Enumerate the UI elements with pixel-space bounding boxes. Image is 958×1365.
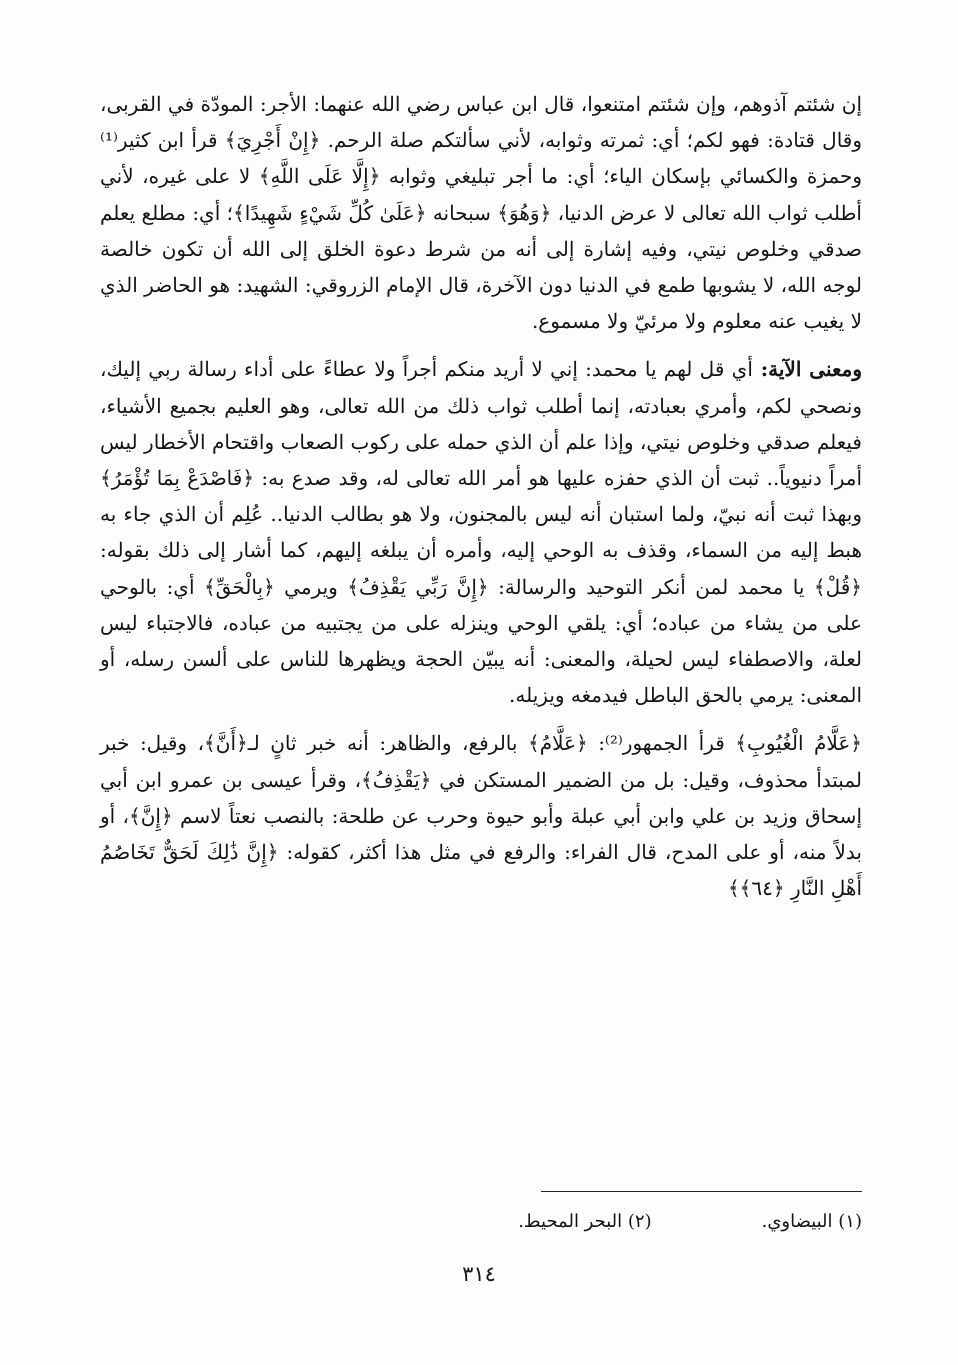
paragraph-2-lead: ومعنى الآية: (752, 357, 862, 382)
paragraph-2 (100, 351, 862, 713)
main-text (100, 86, 862, 906)
footnote-divider (541, 1191, 862, 1192)
paragraph-2-body: أي قل لهم يا محمد: إني لا أريد منكم أجراً ولا عطاءً على أداء رسالة ربي إليك، ونصحي لكم، وأمري بعبادته، إنما أطلب ثواب ذلك من الله تعالى، وهو العليم بجميع الأشياء، فيعلم صدقي وخلوص نيتي، وإذا علم أن الذي حمله على ركوب الصعاب واقتحام الأخطار ليس أمراً دنيوياً.. ثبت أن الذي حفزه عليها هو أمر الله تعالى له، وقد صدع به: ﴿فَاصْدَعْ بِمَا تُؤْمَرُ﴾ وبهذا ثبت أنه نبيّ، ولما استبان أنه ليس بالمجنون، ولا هو بطالب الدنيا.. عُلِم أن الذي جاء به هبط إليه من السماء، وقذف به الوحي إليه، وأمره أن يبلغه إليهم، كما أشار إلى ذلك بقوله: ﴿قُلْ﴾ يا محمد لمن أنكر التوحيد والرسالة: ﴿إِنَّ رَبِّي يَقْذِفُ﴾ ويرمي ﴿بِالْحَقِّ﴾ أي: بالوحي على من يشاء من عباده؛ أي: يلقي الوحي وينزله على من يجتبيه من عباده، فالاجتباء ليس لعلة، والاصطفاء ليس لحيلة، والمعنى: أنه يبيّن الحجة ويظهرها للناس على ألسن رسله، أو المعنى: يرمي بالحق الباطل فيدمغه ويزيله. (100, 357, 863, 708)
footnotes (100, 1207, 862, 1237)
footnote-1: (١) البيضاوي. (761, 1211, 862, 1232)
paragraph-1: إن شئتم آذوهم، وإن شئتم امتنعوا، قال ابن عباس رضي الله عنهما: الأجر: المودّة في القربى، وقال قتادة: فهو لكم؛ أي: ثمرته وثوابه، لأني سألتكم صلة الرحم. ﴿إِنْ أَجْرِيَ﴾ قرأ ابن كثير⁽¹⁾ وحمزة والكسائي بإسكان الياء؛ أي: ما أجر تبليغي وثوابه ﴿إِلَّا عَلَى اللَّهِ﴾ لا على غيره، لأني أطلب ثواب الله تعالى لا عرض الدنيا، ﴿وَهُوَ﴾ سبحانه ﴿عَلَىٰ كُلِّ شَيْءٍ شَهِيدًا﴾؛ أي: مطلع يعلم صدقي وخلوص نيتي، وفيه إشارة إلى أنه من شرط دعوة الخلق إلى الله أن تكون خالصة لوجه الله، لا يشوبها طمع في الدنيا دون الآخرة، قال الإمام الزروقي: الشهيد: هو الحاضر الذي لا يغيب عنه معلوم ولا مرئيّ ولا مسموع. (100, 92, 863, 334)
page-number: ٣١٤ (462, 1262, 496, 1286)
paragraph-3: ﴿عَلَّامُ الْغُيُوبِ﴾ قرأ الجمهور⁽²⁾: ﴿عَلَّامُ﴾ بالرفع، والظاهر: أنه خبر ثانٍ لـ﴿أَنَّ﴾، وقيل: خبر لمبتدأ محذوف، وقيل: بل من الضمير المستكن في ﴿يَقْذِفُ﴾، وقرأ عيسى بن عمرو ابن أبي إسحاق وزيد بن علي وابن أبي عبلة وأبو حيوة وحرب عن طلحة: بالنصب نعتاً لاسم ﴿إِنَّ﴾، أو بدلاً منه، أو على المدح، قال الفراء: والرفع في مثل هذا أكثر، كقوله: ﴿إِنَّ ذَٰلِكَ لَحَقٌّ تَخَاصُمُ أَهْلِ النَّارِ ﴿٦٤﴾﴾ (100, 731, 862, 901)
footnote-2: (٢) البحر المحيط. (518, 1211, 652, 1232)
